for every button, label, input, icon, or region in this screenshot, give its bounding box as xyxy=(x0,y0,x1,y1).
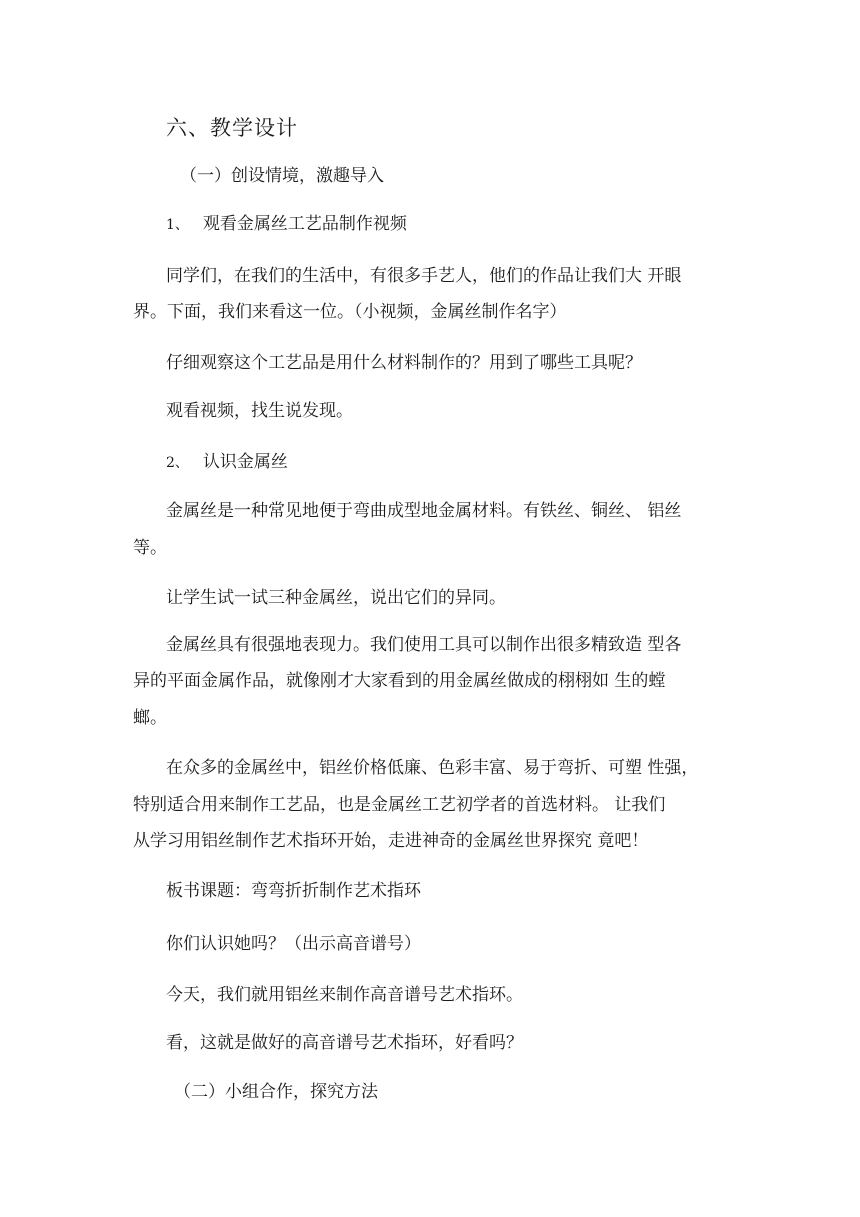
paragraph-6-line-3: 螂。 xyxy=(133,708,167,728)
paragraph-5: 让学生试一试三种金属丝，说出它们的异同。 xyxy=(166,588,506,608)
paragraph-7-line-3: 从学习用铝丝制作艺术指环开始，走进神奇的金属丝世界探究 竟吧！ xyxy=(133,831,649,851)
paragraph-1-line-1: 同学们，在我们的生活中，有很多手艺人，他们的作品让我们大 开眼 xyxy=(166,266,682,286)
paragraph-8: 板书课题：弯弯折折制作艺术指环 xyxy=(166,881,421,901)
list-item-1-number: 1、 xyxy=(166,217,189,233)
list-item-1-title: 观看金属丝工艺品制作视频 xyxy=(202,214,407,234)
paragraph-6-line-1: 金属丝具有很强地表现力。我们使用工具可以制作出很多精致造 型各 xyxy=(166,635,682,655)
paragraph-3: 观看视频，找生说发现。 xyxy=(166,401,353,421)
list-item-2-number: 2、 xyxy=(166,455,189,471)
paragraph-7-line-1: 在众多的金属丝中，铝丝价格低廉、色彩丰富、易于弯折、可塑 性强， xyxy=(166,758,699,778)
paragraph-2: 仔细观察这个工艺品是用什么材料制作的？用到了哪些工具呢？ xyxy=(166,353,642,373)
list-item-2-title: 认识金属丝 xyxy=(202,452,288,472)
paragraph-4-line-1: 金属丝是一种常见地便于弯曲成型地金属材料。有铁丝、铜丝、 铝丝 xyxy=(166,501,682,521)
paragraph-9: 你们认识她吗？（出示高音谱号） xyxy=(166,934,421,954)
list-item-2 xyxy=(166,450,288,475)
paragraph-6-line-2: 异的平面金属作品，就像刚才大家看到的用金属丝做成的栩栩如 生的螳 xyxy=(133,671,666,691)
paragraph-4-line-2: 等。 xyxy=(133,538,167,558)
section-heading: 六、教学设计 xyxy=(166,116,298,140)
subsection-title-1: （一）创设情境，激趣导入 xyxy=(180,166,384,186)
paragraph-10: 今天，我们就用铝丝来制作高音谱号艺术指环。 xyxy=(166,985,523,1005)
paragraph-1-line-2: 界。下面，我们来看这一位。（小视频，金属丝制作名字） xyxy=(133,302,567,322)
paragraph-11: 看，这就是做好的高音谱号艺术指环，好看吗？ xyxy=(166,1033,523,1053)
list-item-1 xyxy=(166,212,407,237)
subsection-title-2: （二）小组合作，探究方法 xyxy=(174,1082,378,1102)
paragraph-7-line-2: 特别适合用来制作工艺品，也是金属丝工艺初学者的首选材料。 让我们 xyxy=(133,795,666,815)
